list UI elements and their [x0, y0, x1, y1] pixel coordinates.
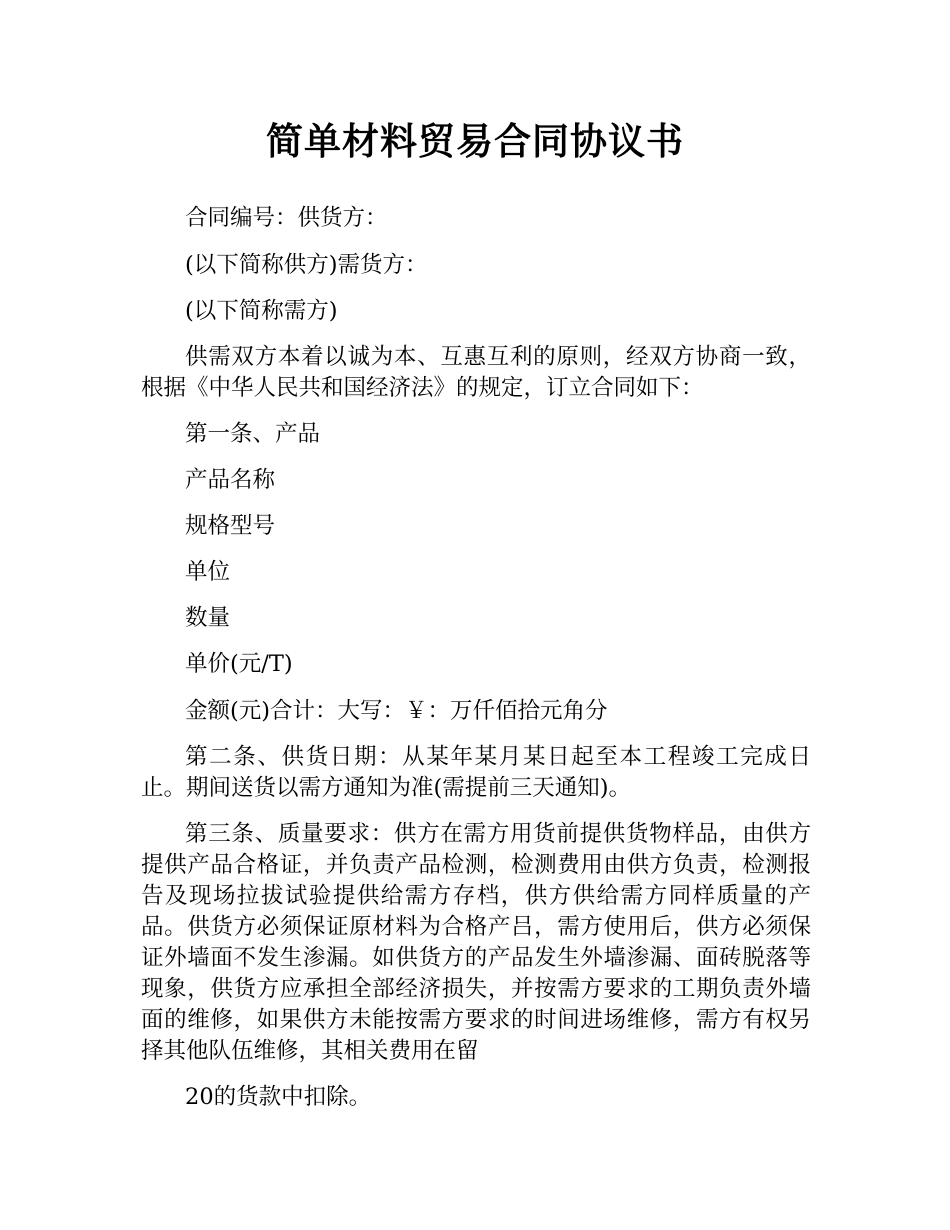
paragraph-total-amount: 金额(元)合计：大写：￥：万仟佰拾元角分: [185, 698, 608, 724]
paragraph-article-3: 第三条、质量要求：供方在需方用货前提供货物样品，由供方提供产品合格证，并负责产品检测，检测费用由供方负责，检测报告及现场拉拔试验提供给需方存档，供方供给需方同样质量的产品。供货方必须保证原材料为合格产吕，需方使用后，供方必须保证外墙面不发生渗漏。如供货方的产品发生外墙渗漏、面砖脱落等现象，供货方应承担全部经济损失，并按需方要求的工期负责外墙面的维修，如果供方未能按需方要求的时间进场维修，需方有权另择其他队伍维修，其相关费用在留: [141, 821, 811, 1064]
document-title: 简单材料贸易合同协议书: [266, 120, 684, 163]
paragraph-contract-number: 合同编号：供货方：: [185, 205, 388, 231]
paragraph-supplier: (以下简称供方)需货方：: [185, 252, 428, 278]
paragraph-article-1: 第一条、产品: [185, 421, 321, 447]
paragraph-preamble: 供需双方本着以诚为本、互惠互利的原则，经双方协商一致，根据《中华人民共和国经济法》的规定，订立合同如下：: [141, 344, 811, 401]
paragraph-buyer: (以下简称需方): [185, 298, 338, 324]
paragraph-article-2: 第二条、供货日期：从某年某月某日起至本工程竣工完成日止。期间送货以需方通知为准(需提前三天通知)。: [141, 744, 811, 801]
paragraph-unit: 单位: [185, 559, 231, 585]
paragraph-quantity: 数量: [185, 605, 231, 631]
paragraph-product-name: 产品名称: [185, 467, 276, 493]
paragraph-unit-price: 单价(元/T): [185, 651, 293, 677]
paragraph-spec-model: 规格型号: [185, 513, 276, 539]
paragraph-deduction: 20的货款中扣除。: [185, 1084, 372, 1110]
